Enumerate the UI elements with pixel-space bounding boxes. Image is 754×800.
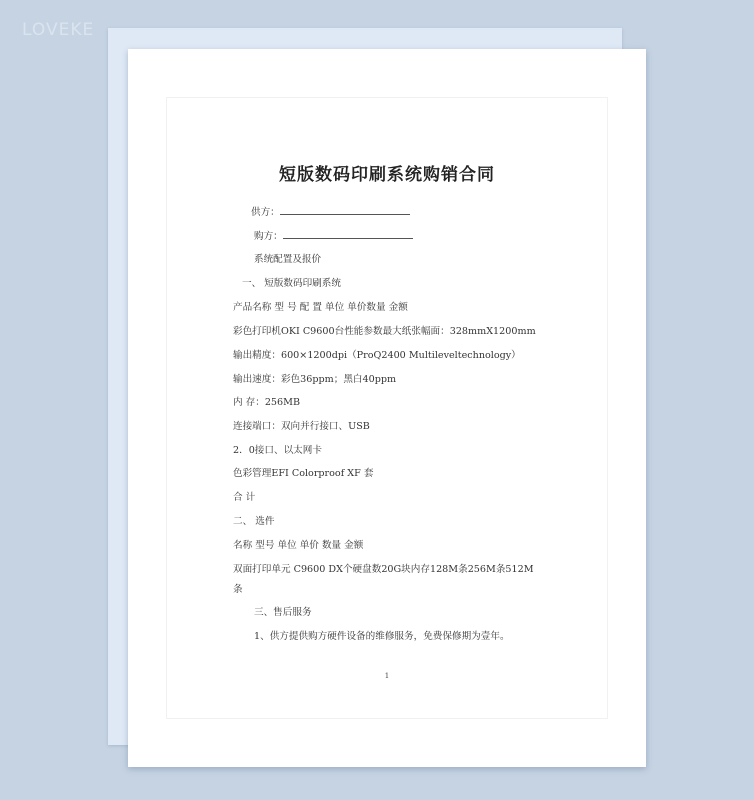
ports-line: 连接端口：双向并行接口、USB (233, 421, 370, 432)
buyer-blank (283, 228, 413, 239)
table2-header: 名称 型号 单位 单价 数量 金额 (233, 540, 364, 551)
resolution-line: 输出精度：600×1200dpi（ProQ2400 Multileveltechnology） (233, 350, 521, 361)
service-item-1: 1、供方提供购方硬件设备的维修服务，免费保修期为壹年。 (254, 631, 510, 642)
memory-line: 内 存：256MB (233, 397, 301, 408)
total-line: 合 计 (233, 492, 256, 503)
page-number: 1 (384, 672, 390, 680)
supplier-line (251, 204, 410, 218)
section1-heading: 一、 短版数码印刷系统 (242, 278, 341, 289)
page-margin-border (166, 97, 608, 719)
printer-line: 彩色打印机OKI C9600台性能参数最大纸张幅面：328mmX1200mm (233, 326, 536, 337)
buyer-line (254, 228, 413, 242)
document-page (128, 49, 646, 767)
section3-heading: 三、售后服务 (254, 607, 312, 618)
color-management-line: 色彩管理EFI Colorproof XF 套 (233, 468, 374, 479)
table1-header: 产品名称 型 号 配 置 单位 单价数量 金额 (233, 302, 408, 313)
speed-line: 输出速度：彩色36ppm；黑白40ppm (233, 374, 397, 385)
watermark: LOVEKE (22, 20, 95, 40)
buyer-label: 购方： (254, 231, 283, 242)
section-intro: 系统配置及报价 (254, 254, 322, 265)
supplier-blank (280, 204, 410, 215)
duplex-line-continued: 条 (233, 584, 243, 595)
supplier-label: 供方： (251, 207, 280, 218)
duplex-line: 双面打印单元 C9600 DX个硬盘数20G块内存128M条256M条512M (233, 564, 534, 575)
document-title: 短版数码印刷系统购销合同 (279, 165, 495, 185)
section2-heading: 二、 选件 (233, 516, 275, 527)
network-line: 2．0接口、以太网卡 (233, 445, 322, 456)
